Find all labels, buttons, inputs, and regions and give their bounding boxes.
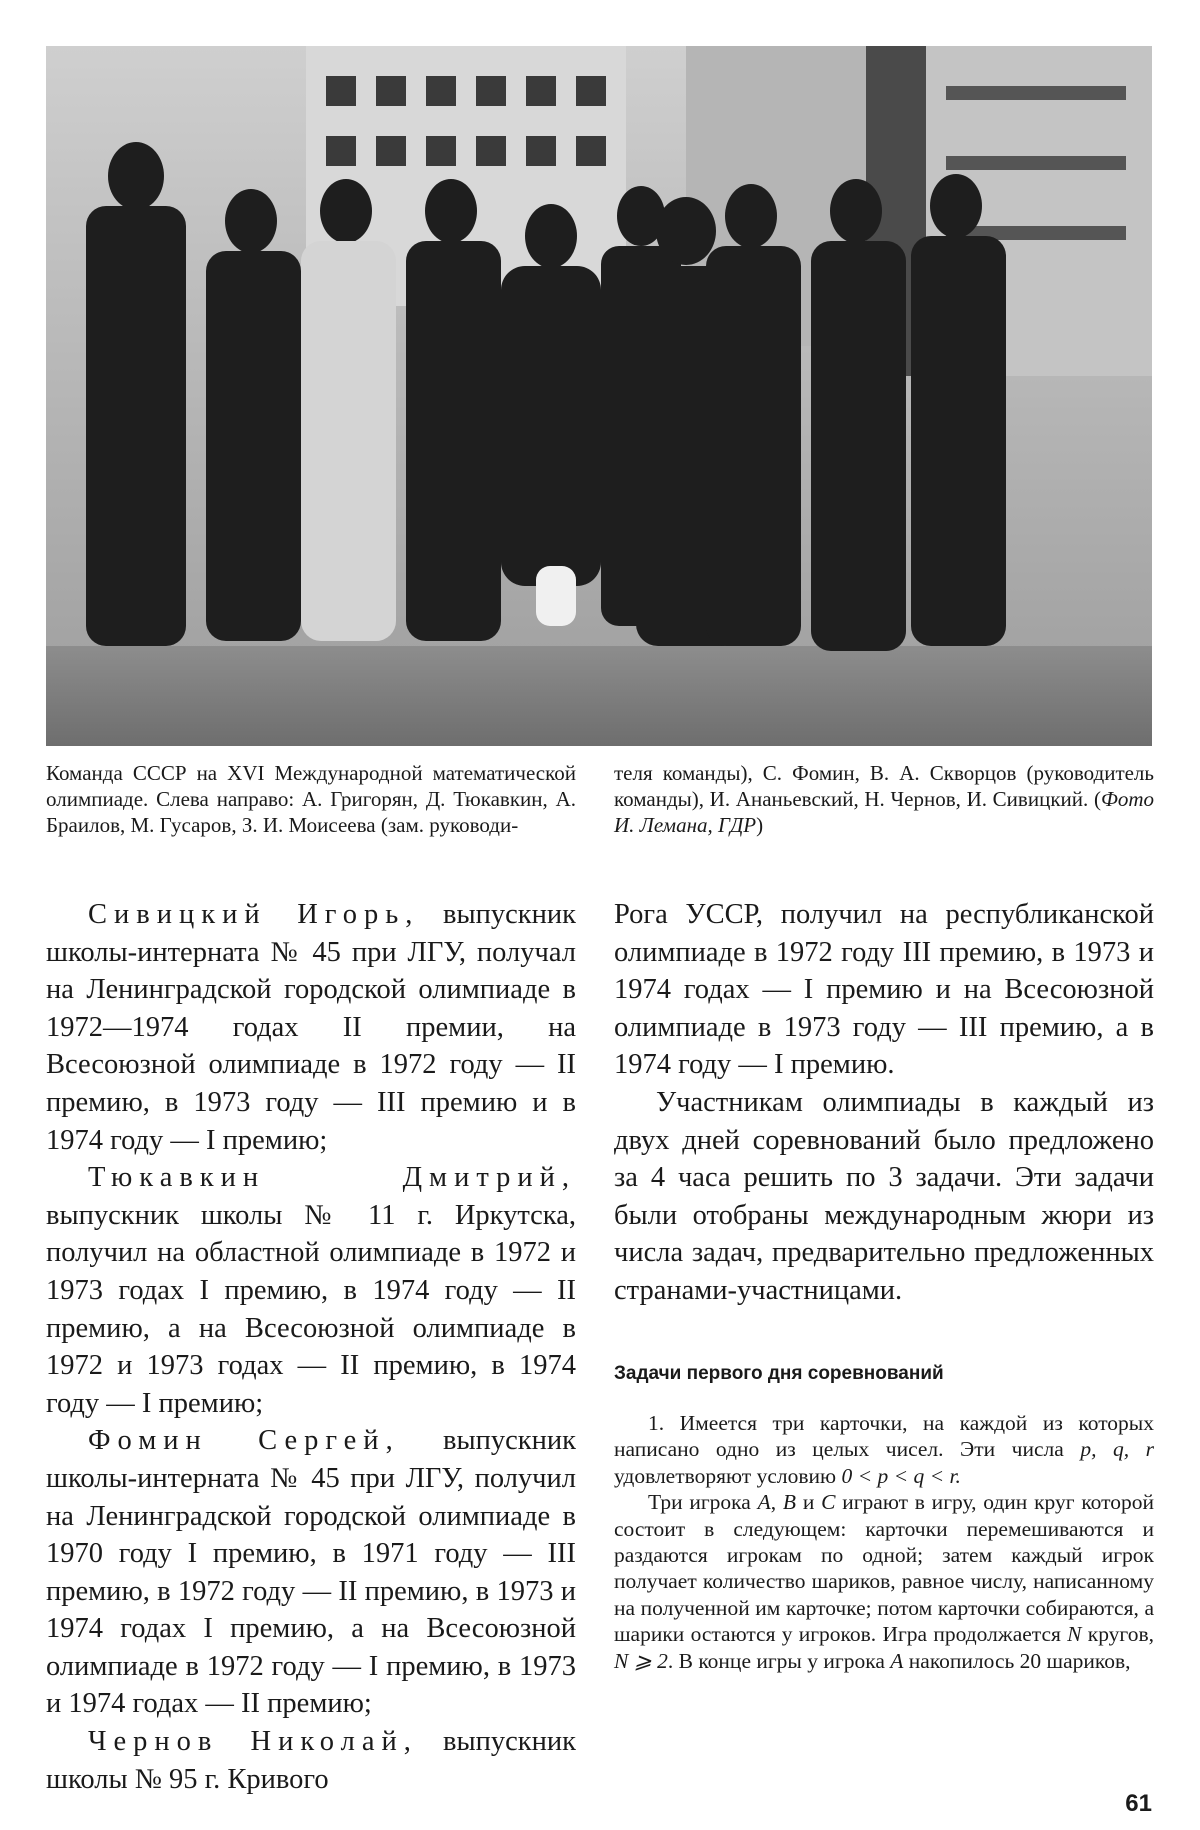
article-paragraph [46,896,576,1159]
person-name: Фомин Сергей, [88,1425,400,1457]
math-vars: p, q, r [1080,1437,1154,1462]
problem-text: удовлетворяют условию [614,1463,842,1488]
article-paragraph [46,1159,576,1422]
photo-caption-left: Команда СССР на XVI Международной математической олимпиаде. Слева направо: А. Григорян, Д. Тюкавкин, А. Браилов, М. Гусаров, З. И. Моисеева (зам. руководи- [46,761,576,837]
caption-right-close: ) [756,813,764,837]
team-photo-illustration [46,46,1152,746]
page-number: 61 [1125,1790,1152,1817]
problem-text: . В конце игры у игрока [667,1648,891,1673]
math-var: C [821,1490,836,1515]
person-name: Тюкавкин Дмитрий, [88,1162,576,1194]
paragraph-text: выпускник школы № 11 г. Иркутска, получил на областной олимпиаде в 1972 и 1973 годах I премию, в 1974 году — II премию, а на Всесоюзной олимпиаде в 1972 и 1973 годах — II премию, в 1974 году — I премию; [46,1199,576,1419]
person-name: Сивицкий Игорь, [88,899,420,930]
math-var: N [1067,1622,1082,1647]
math-var: A [757,1490,771,1515]
problem-text: 1. Имеется три карточки, на каждой из которых написано одно из целых чисел. Эти числа [614,1411,1154,1462]
article-paragraph [46,1422,576,1723]
paragraph-text: выпускник школы-интерната № 45 при ЛГУ, получал на Ленинградской городской олимпиаде в 1972—1974 годах II премии, на Всесоюзной олимпиаде в 1972 году — II премию, в 1973 году — III премию и в 1974 году — I премию; [46,899,576,1156]
problem-text: накопилось 20 шариков, [903,1648,1131,1673]
problem-text: Три игрока [648,1490,758,1515]
problem-1 [614,1410,1154,1489]
paragraph-text: выпускник школы № 95 г. Кривого [46,1726,576,1795]
math-var: A [890,1648,904,1673]
paragraph-text: выпускник школы-интерната № 45 при ЛГУ, получил на Ленинградской городской олимпиаде в 1970 году I премию, в 1971 году — III премию, в 1972 году — II премию, в 1973 и 1974 годах I премию, а на Всесоюзной олимпиаде в 1972 году — I премию, в 1973 и 1974 годах — II премию; [46,1425,576,1720]
problem-text: кругов, [1081,1622,1154,1647]
math-condition: 0 < p < q < r. [841,1463,961,1488]
problem-1-continued [614,1489,1154,1674]
problem-text: , [770,1490,783,1515]
problem-text: играют в игру, один круг которой состоит в следующем: карточки перемешиваются и раздаются игрокам по одной; затем каждый игрок получает количество шариков, равное числу, написанному на полученной им карточке; потом карточки собираются, а шарики остаются у игроков. Игра продолжается [614,1490,1155,1647]
article-paragraph-continued: Рога УССР, получил на республиканской олимпиаде в 1972 году III премию, в 1973 и 1974 годах — I премию и на Всесоюзной олимпиаде в 1973 году — III премию, а в 1974 году — I премию. [614,899,1154,1081]
article-column-right [614,896,1154,1310]
article-paragraph [46,1723,576,1798]
team-photo [46,46,1152,746]
math-var: B [782,1490,797,1515]
section-heading: Задачи первого дня соревнований [614,1363,944,1384]
photo-credit: Фото И. Лемана, ГДР [614,787,1154,837]
photo-caption-right [614,760,1154,838]
caption-right-text: теля команды), С. Фомин, В. А. Скворцов (руководитель команды), И. Ананьевский, Н. Чернов, И. Сивицкий. ( [614,761,1154,811]
math-condition: N ⩾ 2 [614,1648,668,1673]
article-column-left [46,896,576,1798]
problems-block [614,1410,1154,1674]
article-paragraph: Участникам олимпиады в каждый из двух дней соревнований было предложено за 4 часа решить по 3 задачи. Эти задачи были отобраны международным жюри из числа задач, предварительно предложенных странами-участницами. [614,1086,1154,1306]
person-name: Чернов Николай, [88,1726,418,1758]
problem-text: и [796,1490,822,1515]
